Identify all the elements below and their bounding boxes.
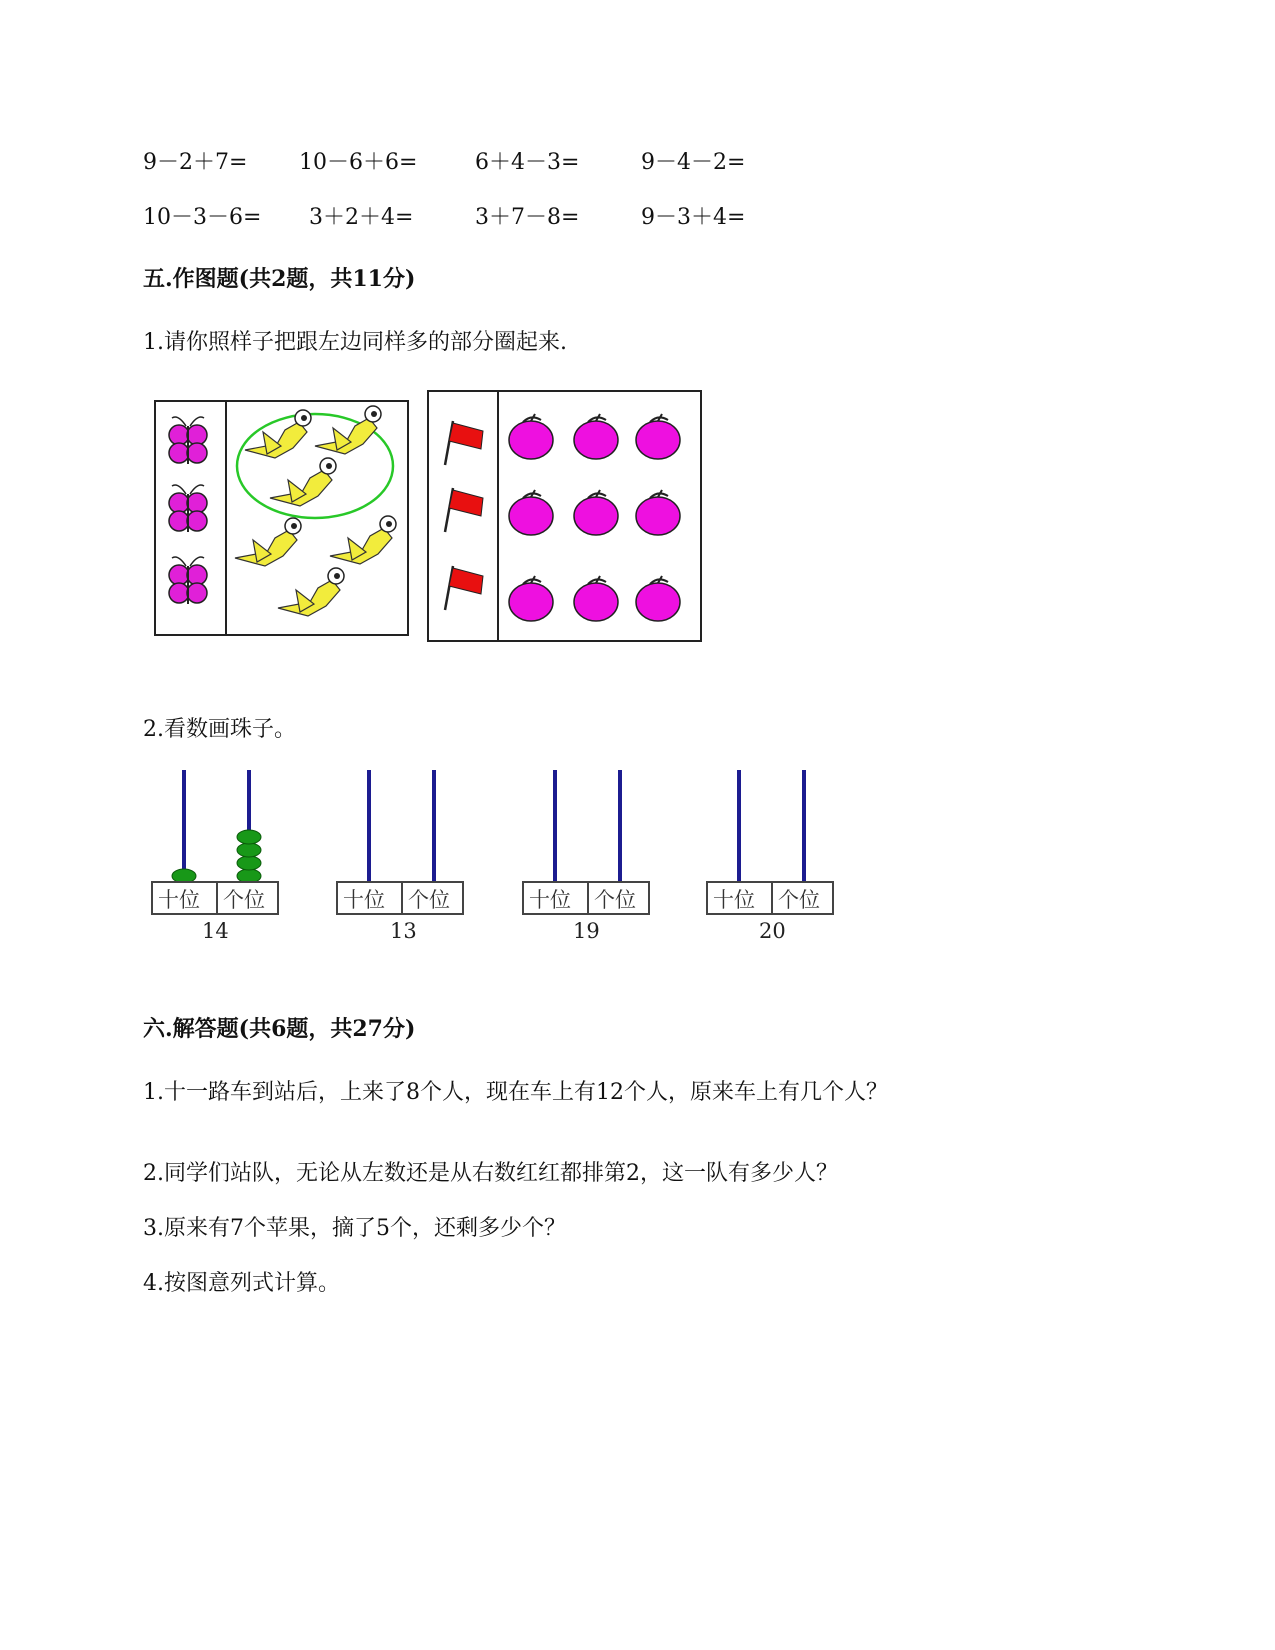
butterfly-icon — [169, 485, 207, 532]
bird-icon — [278, 568, 344, 616]
apple-icon — [636, 490, 680, 535]
calc-item: 6＋4－3= — [475, 150, 580, 175]
butterfly-icon — [169, 417, 207, 464]
calc-item: 10－6＋6= — [299, 150, 418, 175]
bird-icon — [270, 458, 336, 506]
calc-item: 9－4－2= — [641, 150, 746, 175]
bead — [237, 843, 261, 857]
flag-icon — [445, 488, 483, 532]
butterfly-icon — [169, 557, 207, 604]
abacus-number: 20 — [759, 919, 786, 943]
apple-icon — [574, 576, 618, 621]
calc-item: 9－2＋7= — [143, 150, 248, 175]
section6-question-4: 4.按图意列式计算。 — [143, 1271, 340, 1296]
bead — [237, 830, 261, 844]
matching-figure — [150, 388, 710, 648]
apple-icon — [574, 414, 618, 459]
abacus-3 — [521, 768, 651, 943]
ones-label: 个位 — [223, 888, 265, 912]
flag-icon — [445, 421, 483, 465]
apple-icon — [636, 576, 680, 621]
section5-question-1: 1.请你照样子把跟左边同样多的部分圈起来. — [143, 330, 567, 355]
calc-item: 9－3＋4= — [641, 205, 746, 230]
section6-question-2: 2.同学们站队，无论从左数还是从右数红红都排第2，这一队有多少人？ — [143, 1161, 838, 1186]
tens-label: 十位 — [529, 888, 571, 912]
calc-item: 10－3－6= — [143, 205, 262, 230]
section6-question-1: 1.十一路车到站后，上来了8个人，现在车上有12个人，原来车上有几个人？ — [143, 1080, 888, 1105]
tens-label: 十位 — [343, 888, 385, 912]
abacus-number: 19 — [573, 919, 600, 943]
abacus-number: 14 — [202, 919, 229, 943]
apple-icon — [509, 414, 553, 459]
bird-icon — [235, 518, 301, 566]
section6-heading: 六.解答题(共6题，共27分) — [143, 1016, 416, 1042]
bead — [237, 856, 261, 870]
ones-label: 个位 — [408, 888, 450, 912]
apple-icon — [509, 490, 553, 535]
flag-icon — [445, 566, 483, 610]
ones-label: 个位 — [594, 888, 636, 912]
section6-question-3: 3.原来有7个苹果，摘了5个，还剩多少个？ — [143, 1216, 566, 1241]
abacus-2 — [335, 768, 465, 943]
apple-icon — [509, 576, 553, 621]
abacus-1 — [150, 768, 280, 943]
apple-icon — [636, 414, 680, 459]
section5-heading: 五.作图题(共2题，共11分) — [143, 266, 416, 292]
bead — [172, 869, 196, 883]
abacus-number: 13 — [390, 919, 417, 943]
apple-icon — [574, 490, 618, 535]
bead — [237, 869, 261, 883]
section5-question-2: 2.看数画珠子。 — [143, 717, 296, 742]
abacus-4 — [705, 768, 835, 943]
calc-item: 3＋7－8= — [475, 205, 580, 230]
tens-label: 十位 — [158, 888, 200, 912]
bird-icon — [330, 516, 396, 564]
tens-label: 十位 — [713, 888, 755, 912]
calc-item: 3＋2＋4= — [309, 205, 414, 230]
ones-label: 个位 — [778, 888, 820, 912]
